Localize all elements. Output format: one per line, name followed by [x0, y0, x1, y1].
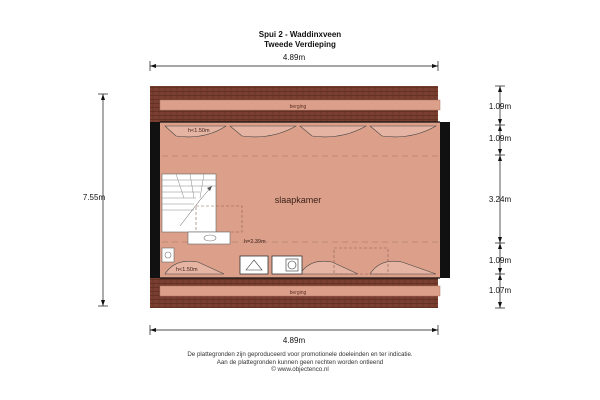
room-label: slaapkamer [274, 195, 322, 205]
left-dimension [83, 94, 108, 306]
top-dimension [150, 53, 438, 71]
storage-top-label: berging [289, 104, 307, 110]
right-dimension [489, 86, 512, 308]
sink [188, 232, 230, 244]
segment-4-label: 1.09m [488, 256, 512, 265]
top-width-label: 4.89m [282, 53, 306, 62]
page-title: Spui 2 - Waddinxveen [258, 30, 342, 39]
total-height-label: 7.55m [82, 193, 106, 202]
wall-left [150, 122, 160, 278]
height-label-top: h<1.50m [188, 128, 210, 134]
wall-right [440, 122, 450, 278]
page-subtitle: Tweede Verdieping [264, 40, 336, 49]
disclaimer-line-2: Aan de plattegronden kunnen geen rechten worden ontleend [216, 358, 384, 366]
bottom-width-label: 4.89m [282, 336, 306, 345]
storage-bottom-label: berging [289, 290, 307, 296]
disclaimer-line-1: De plattegronden zijn geproduceerd voor promotionele doeleinden en ter indicatie. [187, 351, 413, 358]
height-label-bottom: h<1.50m [176, 267, 198, 273]
segment-2-label: 1.09m [488, 134, 512, 143]
bottom-dimension [150, 325, 438, 345]
segment-3-label: 3.24m [488, 195, 512, 204]
segment-1-label: 1.09m [488, 102, 512, 111]
height-label-mid: h=2.39m [244, 239, 266, 245]
toilet [162, 248, 174, 262]
copyright-line: © www.objectenco.nl [271, 366, 329, 373]
segment-5-label: 1.07m [488, 286, 512, 295]
